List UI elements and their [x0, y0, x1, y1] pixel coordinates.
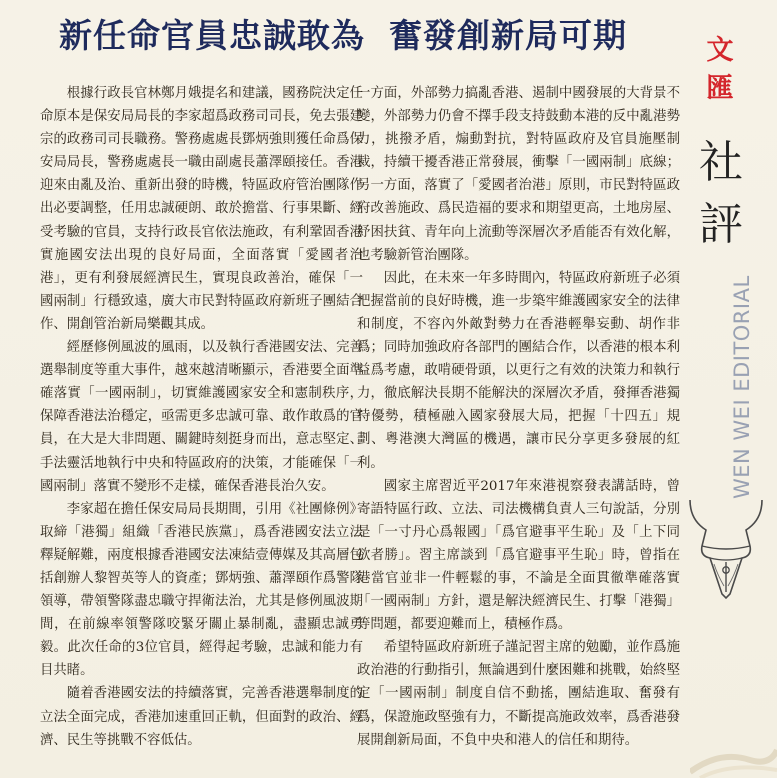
masthead-she: 社	[699, 137, 743, 188]
paragraph: 經歷修例風波的風雨，以及執行香港國安法、完善選舉制度等重大事件，越來越清晰顯示，香港要全面準確落實「一國兩制」，切實維護國家安全和憲制秩序，保障香港法治穩定，亟需更多忠誠可靠、敢作敢爲的官員，在大是大非問題、關鍵時刻挺身而出，意志堅定、手法靈活地執行中央和特區政府的決策，才能確保「一國兩制」落實不變形不走樣，確保香港長治久安。	[40, 340, 363, 494]
paragraph: 希望特區政府新班子謹記習主席的勉勵，並作爲施政治港的行動指引，無論遇到什麼困難和挑戰，始終堅定「一國兩制」制度自信不動搖，團結進取、奮發有爲，保證施政堅強有力，不斷提高施政效率，爲香港發展開創新局面，不負中央和港人的信任和期待。	[357, 640, 680, 748]
paragraph: 隨着香港國安法的持續落實，完善香港選舉制度的立法全面完成，香港加速重回正軌，但面對的政治、經濟、民生等挑戰不容低估。	[40, 686, 363, 748]
fountain-pen-icon	[688, 500, 766, 600]
headline-part-1: 新任命官員忠誠敢為	[59, 16, 365, 55]
decorative-swirl	[690, 690, 777, 778]
paragraph: 根據行政長官林鄭月娥提名和建議，國務院決定任命原本是保安局局長的李家超爲政務司司長，免去張建宗的政務司司長職務。警務處處長鄧炳強則獲任命爲保安局局長，警務處處長一職由副處長蕭澤頤接任。香港迎來由亂及治、重新出發的時機，特區政府管治團隊作出必要調整，任用忠誠硬朗、敢於擔當、行事果斷、經受考驗的官員，支持行政長官依法施政，有利鞏固香港實施國安法出現的良好局面，全面落實「愛國者治港」，更有利發展經濟民生，實現良政善治，確保「一國兩制」行穩致遠，廣大市民對特區政府新班子團結合作、開創管治新局樂觀其成。	[40, 86, 363, 332]
article-column-left	[40, 82, 363, 752]
paragraph: 國家主席習近平2017年來港視察發表講話時，曾寄語特區行政、立法、司法機構負責人三句說話，分別是「一寸丹心爲報國」「爲官避事平生恥」及「上下同欲者勝」。習主席談到「爲官避事平生恥」時，曾指在港當官並非一件輕鬆的事，不論是全面貫徹準確落實「一國兩制」方針，還是解決經濟民生、打擊「港獨」等問題，都要迎難而上，積極作爲。	[357, 478, 680, 633]
paragraph: 因此，在未來一年多時間內，特區政府新班子必須把握當前的良好時機，進一步築牢維護國家安全的法律和制度，不容內外敵對勢力在香港輕舉妄動、胡作非爲；同時加強政府各部門的團結合作，以香港的根本利益爲考慮，敢啃硬骨頭，以更行之有效的決策力和執行力，徹底解決長期不能解決的深層次矛盾，發揮香港獨特優勢，積極融入國家發展大局，把握「十四五」規劃、粵港澳大灣區的機遇，讓市民分享更多發展的紅利。	[357, 270, 680, 471]
masthead-logo-hui: 匯	[706, 73, 734, 104]
masthead-logo-wen: 文	[706, 35, 734, 66]
masthead-english: WEN WEI EDITORIAL	[730, 275, 754, 499]
paragraph: 李家超在擔任保安局局長期間，引用《社團條例》取締「港獨」組織「香港民族黨」，爲香港國安法立法釋疑解難，兩度根據香港國安法凍結壹傳媒及其高層包括創辦人黎智英等人的資產；鄧炳強、蕭澤頤作爲警隊領導，帶領警隊盡忠職守捍衛法治，尤其是修例風波期間，在前線率領警隊咬緊牙關止暴制亂，盡顯忠誠勇毅。此次任命的3位官員，經得起考驗，忠誠和能力有目共睹。	[40, 501, 363, 679]
article-column-right	[357, 82, 680, 752]
editorial-masthead	[686, 0, 777, 778]
headline-part-2: 奮發創新局可期	[389, 16, 627, 55]
headline	[0, 10, 686, 57]
paragraph: 一方面，外部勢力搞亂香港、遏制中國發展的大背景不變，外部勢力仍會不擇手段支持鼓動本港的反中亂港勢力，挑撥矛盾，煽動對抗，對特區政府及官員施壓制裁，持續干擾香港正常發展，衝擊「一國兩制」底線；另一方面，落實了「愛國者治港」原則，市民對特區政府改善施政、爲民造福的要求和期望更高，土地房屋、紓困扶貧、青年向上流動等深層次矛盾能否有效化解，也考驗新管治團隊。	[357, 86, 680, 263]
masthead-ping: 評	[699, 199, 743, 250]
